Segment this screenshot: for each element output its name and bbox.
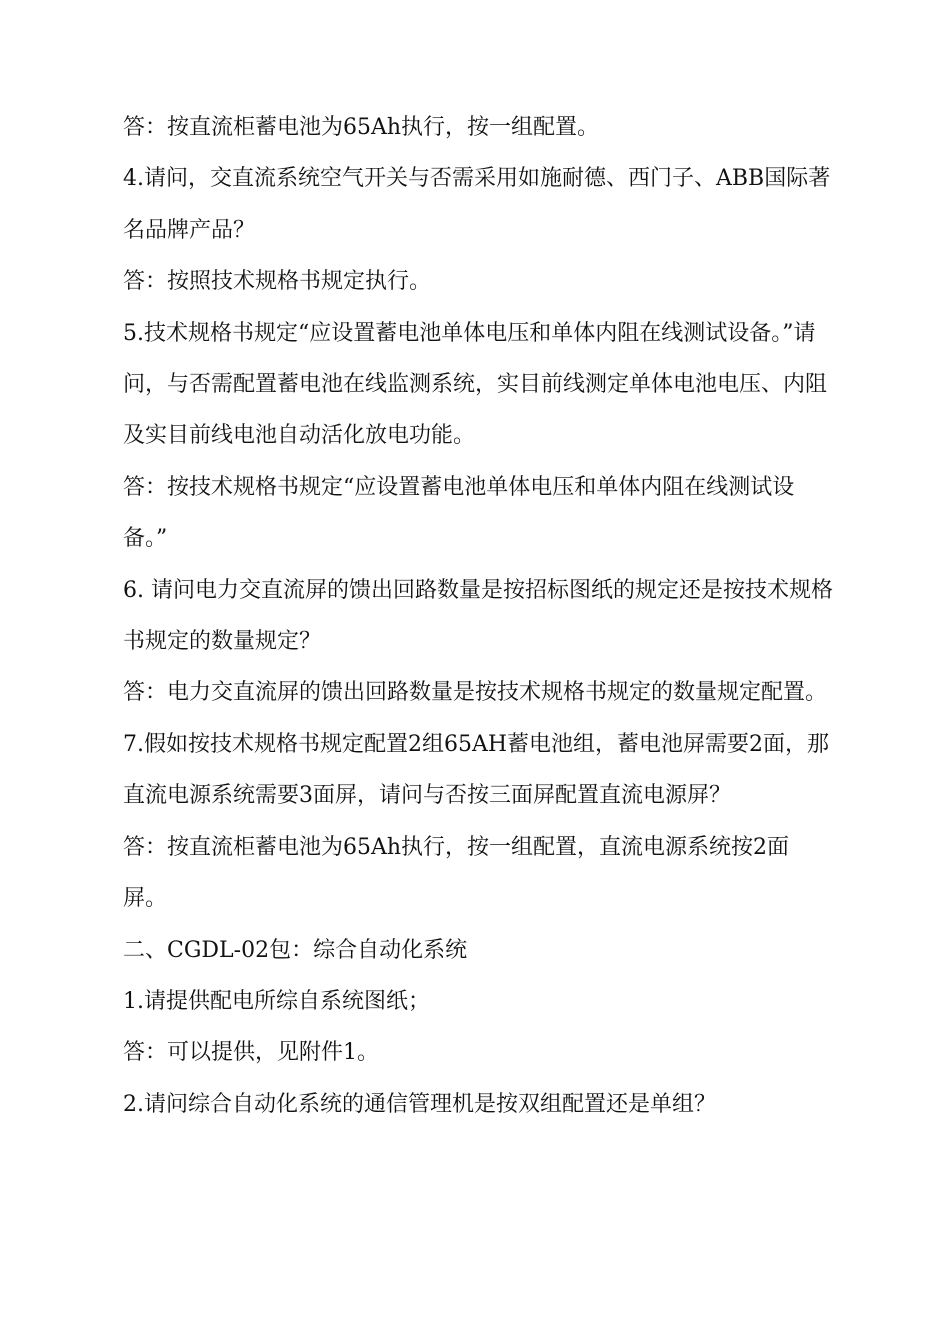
question-4-paragraph: 4.请问，交直流系统空气开关与否需采用如施耐德、西门子、ABB国际著名品牌产品？ (123, 166, 831, 243)
question-7-paragraph: 7.假如按技术规格书规定配置2组65AH蓄电池组，蓄电池屏需要2面，那直流电源系统需要3面屏，请问与否按三面屏配置直流电源屏？ (123, 731, 830, 809)
cgdl-answer-1-paragraph: 答：可以提供，见附件1。 (123, 1040, 379, 1066)
cgdl-question-1-paragraph: 1.请提供配电所综自系统图纸； (123, 988, 430, 1014)
question-6-paragraph: 6. 请问电力交直流屏的馈出回路数量是按招标图纸的规定还是按技术规格书规定的数量规定？ (123, 577, 833, 655)
answer-5-paragraph: 答：按技术规格书规定“应设置蓄电池单体电压和单体内阻在线测试设备。” (123, 474, 795, 552)
section-heading-cgdl-02: 二、CGDL-02包：综合自动化系统 (123, 937, 468, 963)
answer-6-paragraph: 答：电力交直流屏的馈出回路数量是按技术规格书规定的数量规定配置。 (123, 680, 828, 706)
cgdl-question-2-paragraph: 2.请问综合自动化系统的通信管理机是按双组配置还是单组？ (123, 1091, 716, 1117)
question-5-paragraph: 5.技术规格书规定“应设置蓄电池单体电压和单体内阻在线测试设备。”请问，与否需配置蓄电池在线监测系统，实目前线测定单体电池电压、内阻及实目前线电池自动活化放电功能。 (123, 320, 828, 449)
answer-4-paragraph: 答：按照技术规格书规定执行。 (123, 269, 432, 295)
answer-7-paragraph: 答：按直流柜蓄电池为65Ah执行，按一组配置，直流电源系统按2面屏。 (123, 834, 790, 912)
answer-paragraph-1: 答：按直流柜蓄电池为65Ah执行，按一组配置。 (123, 115, 600, 140)
document-body (123, 102, 833, 1130)
